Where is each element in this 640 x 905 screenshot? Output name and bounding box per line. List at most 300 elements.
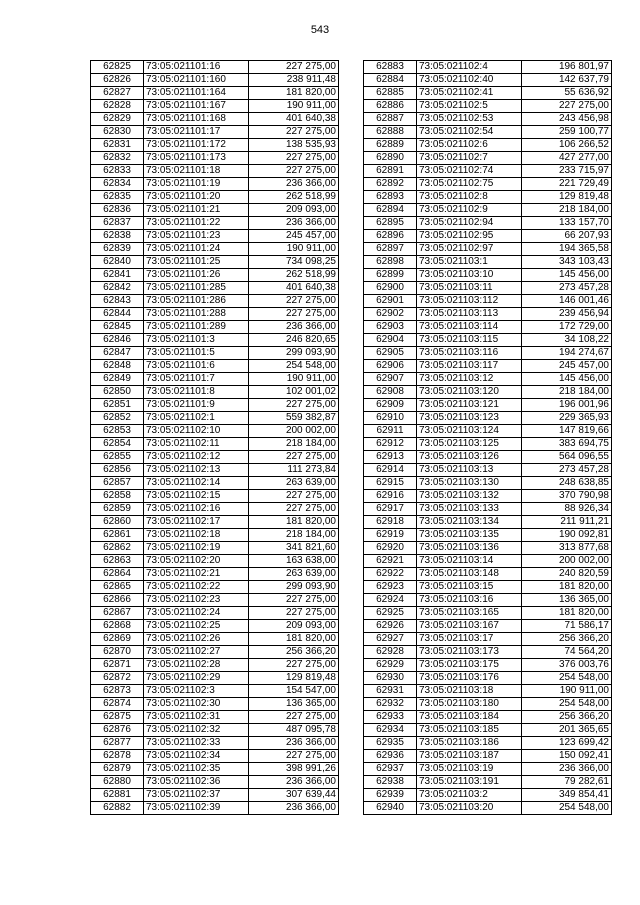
cadastral-number-cell: 73:05:021103:165	[417, 607, 522, 620]
table-row	[91, 633, 339, 646]
cadastral-number-cell: 73:05:021101:289	[144, 321, 249, 334]
table-row	[91, 178, 339, 191]
row-number-cell: 62927	[364, 633, 417, 646]
row-number-cell: 62851	[91, 399, 144, 412]
value-cell: 254 548,00	[522, 802, 612, 815]
row-number-cell: 62899	[364, 269, 417, 282]
table-row	[364, 412, 612, 425]
value-cell: 190 911,00	[522, 685, 612, 698]
row-number-cell: 62859	[91, 503, 144, 516]
cadastral-number-cell: 73:05:021102:8	[417, 191, 522, 204]
row-number-cell: 62881	[91, 789, 144, 802]
value-cell: 172 729,00	[522, 321, 612, 334]
table-row	[364, 451, 612, 464]
row-number-cell: 62910	[364, 412, 417, 425]
table-row	[91, 139, 339, 152]
value-cell: 190 092,81	[522, 529, 612, 542]
cadastral-number-cell: 73:05:021102:6	[417, 139, 522, 152]
table-row	[91, 724, 339, 737]
cadastral-number-cell: 73:05:021102:9	[417, 204, 522, 217]
cadastral-number-cell: 73:05:021102:27	[144, 646, 249, 659]
value-cell: 245 457,00	[522, 360, 612, 373]
row-number-cell: 62919	[364, 529, 417, 542]
cadastral-number-cell: 73:05:021102:1	[144, 412, 249, 425]
cadastral-number-cell: 73:05:021101:9	[144, 399, 249, 412]
row-number-cell: 62862	[91, 542, 144, 555]
row-number-cell: 62841	[91, 269, 144, 282]
cadastral-number-cell: 73:05:021103:191	[417, 776, 522, 789]
cadastral-number-cell: 73:05:021102:4	[417, 61, 522, 74]
cadastral-number-cell: 73:05:021101:22	[144, 217, 249, 230]
table-row	[364, 776, 612, 789]
cadastral-number-cell: 73:05:021102:25	[144, 620, 249, 633]
table-row	[91, 477, 339, 490]
right-registry-table	[363, 60, 612, 815]
value-cell: 401 640,38	[249, 113, 339, 126]
value-cell: 181 820,00	[249, 633, 339, 646]
table-row	[91, 100, 339, 113]
table-row	[91, 373, 339, 386]
table-row	[91, 542, 339, 555]
row-number-cell: 62908	[364, 386, 417, 399]
table-row	[91, 672, 339, 685]
row-number-cell: 62934	[364, 724, 417, 737]
cadastral-number-cell: 73:05:021101:23	[144, 230, 249, 243]
cadastral-number-cell: 73:05:021103:148	[417, 568, 522, 581]
value-cell: 154 547,00	[249, 685, 339, 698]
cadastral-number-cell: 73:05:021102:39	[144, 802, 249, 815]
value-cell: 273 457,28	[522, 464, 612, 477]
cadastral-number-cell: 73:05:021102:94	[417, 217, 522, 230]
table-row	[364, 490, 612, 503]
table-row	[364, 568, 612, 581]
value-cell: 256 366,20	[522, 633, 612, 646]
row-number-cell: 62920	[364, 542, 417, 555]
table-row	[364, 87, 612, 100]
row-number-cell: 62846	[91, 334, 144, 347]
row-number-cell: 62928	[364, 646, 417, 659]
table-row	[364, 516, 612, 529]
table-row	[364, 464, 612, 477]
cadastral-number-cell: 73:05:021103:180	[417, 698, 522, 711]
cadastral-number-cell: 73:05:021103:117	[417, 360, 522, 373]
row-number-cell: 62826	[91, 74, 144, 87]
cadastral-number-cell: 73:05:021102:5	[417, 100, 522, 113]
cadastral-number-cell: 73:05:021101:3	[144, 334, 249, 347]
table-row	[364, 269, 612, 282]
value-cell: 227 275,00	[249, 594, 339, 607]
table-row	[364, 139, 612, 152]
value-cell: 218 184,00	[249, 438, 339, 451]
row-number-cell: 62930	[364, 672, 417, 685]
row-number-cell: 62849	[91, 373, 144, 386]
row-number-cell: 62895	[364, 217, 417, 230]
value-cell: 142 637,79	[522, 74, 612, 87]
table-row	[91, 503, 339, 516]
row-number-cell: 62882	[91, 802, 144, 815]
cadastral-number-cell: 73:05:021103:13	[417, 464, 522, 477]
cadastral-number-cell: 73:05:021103:184	[417, 711, 522, 724]
table-row	[364, 243, 612, 256]
cadastral-number-cell: 73:05:021102:33	[144, 737, 249, 750]
table-row	[91, 230, 339, 243]
value-cell: 227 275,00	[249, 165, 339, 178]
value-cell: 194 365,58	[522, 243, 612, 256]
row-number-cell: 62894	[364, 204, 417, 217]
value-cell: 111 273,84	[249, 464, 339, 477]
table-row	[364, 581, 612, 594]
value-cell: 136 365,00	[249, 698, 339, 711]
value-cell: 256 366,20	[249, 646, 339, 659]
row-number-cell: 62926	[364, 620, 417, 633]
value-cell: 262 518,99	[249, 269, 339, 282]
row-number-cell: 62838	[91, 230, 144, 243]
table-row	[364, 399, 612, 412]
row-number-cell: 62887	[364, 113, 417, 126]
table-row	[91, 789, 339, 802]
row-number-cell: 62873	[91, 685, 144, 698]
table-row	[91, 620, 339, 633]
cadastral-number-cell: 73:05:021103:167	[417, 620, 522, 633]
value-cell: 236 366,00	[522, 763, 612, 776]
row-number-cell: 62897	[364, 243, 417, 256]
row-number-cell: 62929	[364, 659, 417, 672]
cadastral-number-cell: 73:05:021101:20	[144, 191, 249, 204]
row-number-cell: 62875	[91, 711, 144, 724]
row-number-cell: 62864	[91, 568, 144, 581]
row-number-cell: 62905	[364, 347, 417, 360]
cadastral-number-cell: 73:05:021102:37	[144, 789, 249, 802]
cadastral-number-cell: 73:05:021102:14	[144, 477, 249, 490]
cadastral-number-cell: 73:05:021102:23	[144, 594, 249, 607]
table-row	[91, 737, 339, 750]
cadastral-number-cell: 73:05:021103:12	[417, 373, 522, 386]
row-number-cell: 62825	[91, 61, 144, 74]
row-number-cell: 62865	[91, 581, 144, 594]
table-row	[91, 594, 339, 607]
table-row	[91, 516, 339, 529]
table-row	[364, 802, 612, 815]
cadastral-number-cell: 73:05:021103:14	[417, 555, 522, 568]
row-number-cell: 62925	[364, 607, 417, 620]
row-number-cell: 62827	[91, 87, 144, 100]
table-row	[364, 126, 612, 139]
value-cell: 190 911,00	[249, 243, 339, 256]
cadastral-number-cell: 73:05:021102:75	[417, 178, 522, 191]
row-number-cell: 62923	[364, 581, 417, 594]
cadastral-number-cell: 73:05:021101:18	[144, 165, 249, 178]
table-row	[91, 555, 339, 568]
value-cell: 246 820,65	[249, 334, 339, 347]
cadastral-number-cell: 73:05:021103:135	[417, 529, 522, 542]
table-row	[91, 659, 339, 672]
value-cell: 150 092,41	[522, 750, 612, 763]
value-cell: 200 002,00	[249, 425, 339, 438]
table-row	[364, 373, 612, 386]
table-row	[364, 789, 612, 802]
row-number-cell: 62828	[91, 100, 144, 113]
cadastral-number-cell: 73:05:021101:172	[144, 139, 249, 152]
row-number-cell: 62885	[364, 87, 417, 100]
cadastral-number-cell: 73:05:021101:16	[144, 61, 249, 74]
value-cell: 233 715,97	[522, 165, 612, 178]
cadastral-number-cell: 73:05:021103:2	[417, 789, 522, 802]
row-number-cell: 62933	[364, 711, 417, 724]
row-number-cell: 62834	[91, 178, 144, 191]
cadastral-number-cell: 73:05:021102:18	[144, 529, 249, 542]
row-number-cell: 62871	[91, 659, 144, 672]
value-cell: 194 274,67	[522, 347, 612, 360]
table-row	[91, 87, 339, 100]
cadastral-number-cell: 73:05:021102:35	[144, 763, 249, 776]
row-number-cell: 62874	[91, 698, 144, 711]
table-row	[364, 607, 612, 620]
value-cell: 299 093,90	[249, 347, 339, 360]
value-cell: 349 854,41	[522, 789, 612, 802]
value-cell: 190 911,00	[249, 100, 339, 113]
table-row	[91, 282, 339, 295]
table-row	[91, 308, 339, 321]
cadastral-number-cell: 73:05:021102:24	[144, 607, 249, 620]
table-row	[364, 334, 612, 347]
row-number-cell: 62909	[364, 399, 417, 412]
value-cell: 55 636,92	[522, 87, 612, 100]
value-cell: 227 275,00	[249, 750, 339, 763]
cadastral-number-cell: 73:05:021101:24	[144, 243, 249, 256]
row-number-cell: 62861	[91, 529, 144, 542]
cadastral-number-cell: 73:05:021102:17	[144, 516, 249, 529]
table-row	[364, 347, 612, 360]
cadastral-number-cell: 73:05:021102:10	[144, 425, 249, 438]
cadastral-number-cell: 73:05:021102:53	[417, 113, 522, 126]
table-row	[91, 152, 339, 165]
table-row	[91, 763, 339, 776]
row-number-cell: 62938	[364, 776, 417, 789]
cadastral-number-cell: 73:05:021101:285	[144, 282, 249, 295]
value-cell: 240 820,59	[522, 568, 612, 581]
value-cell: 263 639,00	[249, 477, 339, 490]
cadastral-number-cell: 73:05:021103:16	[417, 594, 522, 607]
row-number-cell: 62877	[91, 737, 144, 750]
value-cell: 181 820,00	[249, 87, 339, 100]
cadastral-number-cell: 73:05:021103:133	[417, 503, 522, 516]
row-number-cell: 62848	[91, 360, 144, 373]
cadastral-number-cell: 73:05:021103:15	[417, 581, 522, 594]
row-number-cell: 62840	[91, 256, 144, 269]
cadastral-number-cell: 73:05:021103:115	[417, 334, 522, 347]
value-cell: 218 184,00	[522, 204, 612, 217]
row-number-cell: 62856	[91, 464, 144, 477]
table-row	[91, 490, 339, 503]
row-number-cell: 62844	[91, 308, 144, 321]
table-row	[91, 386, 339, 399]
row-number-cell: 62880	[91, 776, 144, 789]
cadastral-number-cell: 73:05:021102:30	[144, 698, 249, 711]
value-cell: 307 639,44	[249, 789, 339, 802]
value-cell: 71 586,17	[522, 620, 612, 633]
cadastral-number-cell: 73:05:021101:288	[144, 308, 249, 321]
value-cell: 427 277,00	[522, 152, 612, 165]
table-row	[364, 256, 612, 269]
row-number-cell: 62936	[364, 750, 417, 763]
row-number-cell: 62921	[364, 555, 417, 568]
table-row	[364, 633, 612, 646]
value-cell: 398 991,26	[249, 763, 339, 776]
row-number-cell: 62902	[364, 308, 417, 321]
cadastral-number-cell: 73:05:021101:17	[144, 126, 249, 139]
table-row	[364, 698, 612, 711]
row-number-cell: 62845	[91, 321, 144, 334]
cadastral-number-cell: 73:05:021102:29	[144, 672, 249, 685]
table-row	[91, 685, 339, 698]
cadastral-number-cell: 73:05:021101:19	[144, 178, 249, 191]
table-row	[364, 438, 612, 451]
table-row	[364, 360, 612, 373]
cadastral-number-cell: 73:05:021101:160	[144, 74, 249, 87]
table-row	[364, 230, 612, 243]
row-number-cell: 62891	[364, 165, 417, 178]
cadastral-number-cell: 73:05:021101:6	[144, 360, 249, 373]
row-number-cell: 62854	[91, 438, 144, 451]
value-cell: 236 366,00	[249, 802, 339, 815]
table-row	[91, 412, 339, 425]
value-cell: 376 003,76	[522, 659, 612, 672]
row-number-cell: 62916	[364, 490, 417, 503]
row-number-cell: 62857	[91, 477, 144, 490]
row-number-cell: 62917	[364, 503, 417, 516]
value-cell: 227 275,00	[249, 61, 339, 74]
cadastral-number-cell: 73:05:021103:185	[417, 724, 522, 737]
row-number-cell: 62892	[364, 178, 417, 191]
value-cell: 190 911,00	[249, 373, 339, 386]
value-cell: 227 275,00	[249, 152, 339, 165]
value-cell: 34 108,22	[522, 334, 612, 347]
cadastral-number-cell: 73:05:021103:121	[417, 399, 522, 412]
row-number-cell: 62884	[364, 74, 417, 87]
cadastral-number-cell: 73:05:021102:16	[144, 503, 249, 516]
row-number-cell: 62896	[364, 230, 417, 243]
value-cell: 147 819,66	[522, 425, 612, 438]
cadastral-number-cell: 73:05:021103:132	[417, 490, 522, 503]
value-cell: 227 275,00	[249, 659, 339, 672]
row-number-cell: 62914	[364, 464, 417, 477]
cadastral-number-cell: 73:05:021103:125	[417, 438, 522, 451]
table-row	[91, 425, 339, 438]
table-row	[91, 165, 339, 178]
row-number-cell: 62839	[91, 243, 144, 256]
table-row	[91, 217, 339, 230]
value-cell: 734 098,25	[249, 256, 339, 269]
row-number-cell: 62872	[91, 672, 144, 685]
table-row	[91, 74, 339, 87]
cadastral-number-cell: 73:05:021102:11	[144, 438, 249, 451]
value-cell: 145 456,00	[522, 373, 612, 386]
table-row	[91, 360, 339, 373]
value-cell: 239 456,94	[522, 308, 612, 321]
table-row	[91, 204, 339, 217]
value-cell: 243 456,98	[522, 113, 612, 126]
value-cell: 102 001,02	[249, 386, 339, 399]
row-number-cell: 62867	[91, 607, 144, 620]
row-number-cell: 62913	[364, 451, 417, 464]
row-number-cell: 62837	[91, 217, 144, 230]
cadastral-number-cell: 73:05:021102:74	[417, 165, 522, 178]
table-row	[364, 178, 612, 191]
value-cell: 564 096,55	[522, 451, 612, 464]
row-number-cell: 62907	[364, 373, 417, 386]
cadastral-number-cell: 73:05:021102:22	[144, 581, 249, 594]
row-number-cell: 62931	[364, 685, 417, 698]
row-number-cell: 62853	[91, 425, 144, 438]
row-number-cell: 62937	[364, 763, 417, 776]
value-cell: 211 911,21	[522, 516, 612, 529]
value-cell: 401 640,38	[249, 282, 339, 295]
value-cell: 133 157,70	[522, 217, 612, 230]
cadastral-number-cell: 73:05:021102:26	[144, 633, 249, 646]
row-number-cell: 62876	[91, 724, 144, 737]
value-cell: 559 382,87	[249, 412, 339, 425]
value-cell: 218 184,00	[249, 529, 339, 542]
row-number-cell: 62878	[91, 750, 144, 763]
table-row	[364, 295, 612, 308]
value-cell: 227 275,00	[249, 451, 339, 464]
table-row	[364, 477, 612, 490]
table-row	[364, 165, 612, 178]
cadastral-number-cell: 73:05:021102:7	[417, 152, 522, 165]
cadastral-number-cell: 73:05:021103:134	[417, 516, 522, 529]
row-number-cell: 62911	[364, 425, 417, 438]
table-row	[91, 243, 339, 256]
cadastral-number-cell: 73:05:021102:3	[144, 685, 249, 698]
value-cell: 181 820,00	[249, 516, 339, 529]
row-number-cell: 62850	[91, 386, 144, 399]
cadastral-number-cell: 73:05:021102:41	[417, 87, 522, 100]
value-cell: 299 093,90	[249, 581, 339, 594]
table-row	[91, 334, 339, 347]
table-row	[364, 152, 612, 165]
cadastral-number-cell: 73:05:021103:1	[417, 256, 522, 269]
table-row	[91, 438, 339, 451]
value-cell: 236 366,00	[249, 776, 339, 789]
row-number-cell: 62836	[91, 204, 144, 217]
row-number-cell: 62842	[91, 282, 144, 295]
table-row	[364, 217, 612, 230]
table-row	[91, 295, 339, 308]
table-row	[91, 581, 339, 594]
table-row	[91, 256, 339, 269]
table-row	[91, 399, 339, 412]
value-cell: 181 820,00	[522, 607, 612, 620]
value-cell: 248 638,85	[522, 477, 612, 490]
row-number-cell: 62847	[91, 347, 144, 360]
table-row	[91, 607, 339, 620]
value-cell: 201 365,65	[522, 724, 612, 737]
cadastral-number-cell: 73:05:021101:286	[144, 295, 249, 308]
table-row	[91, 321, 339, 334]
cadastral-number-cell: 73:05:021103:112	[417, 295, 522, 308]
value-cell: 196 001,96	[522, 399, 612, 412]
value-cell: 200 002,00	[522, 555, 612, 568]
value-cell: 145 456,00	[522, 269, 612, 282]
table-row	[91, 269, 339, 282]
value-cell: 66 207,93	[522, 230, 612, 243]
table-row	[91, 568, 339, 581]
table-row	[91, 529, 339, 542]
row-number-cell: 62918	[364, 516, 417, 529]
value-cell: 341 821,60	[249, 542, 339, 555]
value-cell: 123 699,42	[522, 737, 612, 750]
table-row	[91, 711, 339, 724]
